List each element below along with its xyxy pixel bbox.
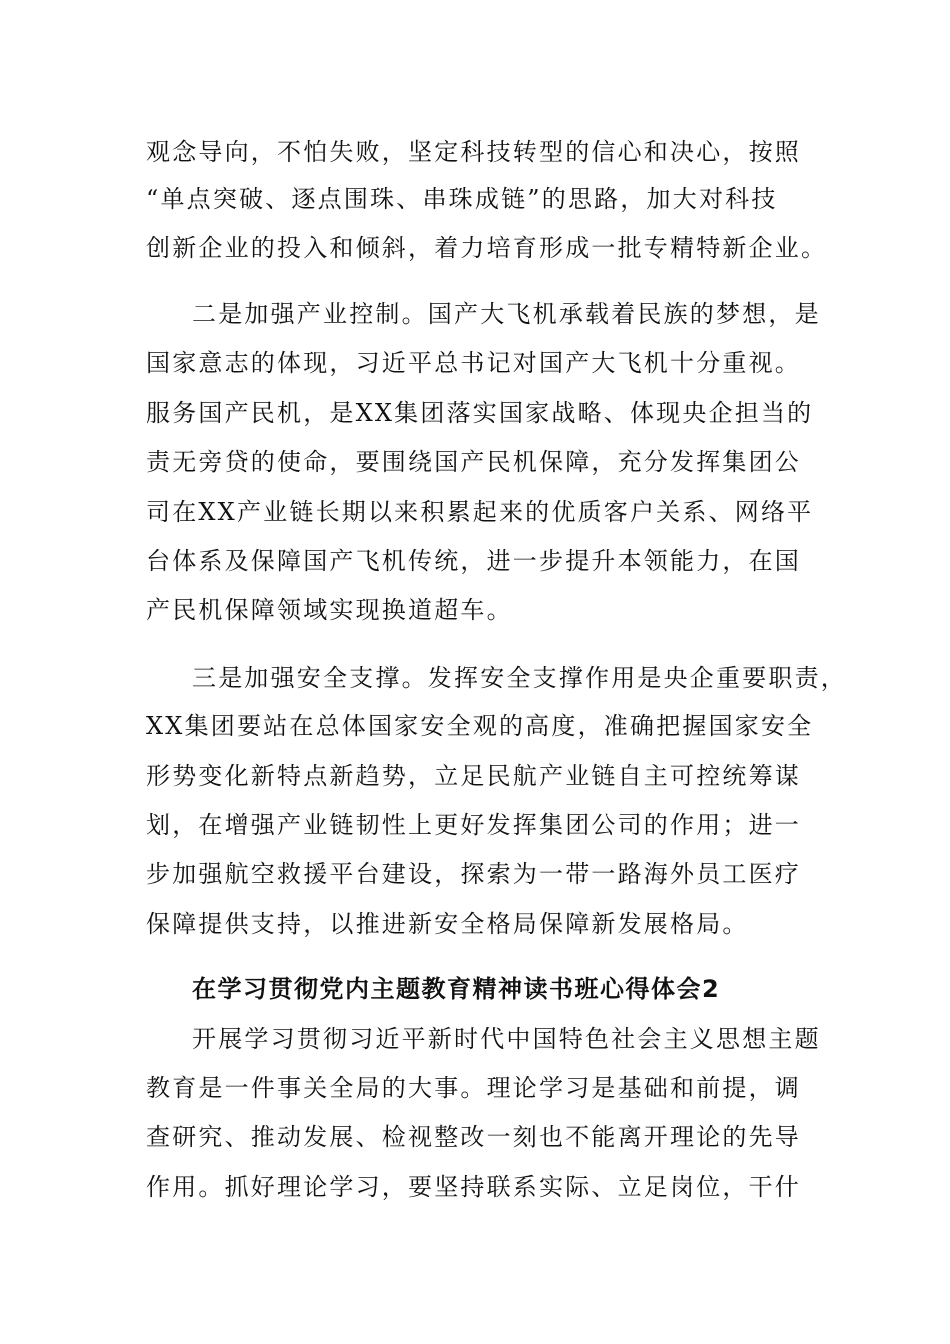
paragraph-2-line-3: 服务国产民机，是XX集团落实国家战略、体现央企担当的 bbox=[146, 399, 814, 427]
paragraph-3-line-3: 形势变化新特点新趋势，立足民航产业链自主可控统筹谋 bbox=[146, 762, 801, 790]
paragraph-3-line-2: XX集团要站在总体国家安全观的高度，准确把握国家安全 bbox=[146, 712, 814, 740]
paragraph-4-line-2: 教育是一件事关全局的大事。理论学习是基础和前提，调 bbox=[146, 1074, 801, 1102]
paragraph-3-line-4: 划，在增强产业链韧性上更好发挥集团公司的作用；进一 bbox=[146, 811, 801, 839]
paragraph-2-line-6: 台体系及保障国产飞机传统，进一步提升本领能力，在国 bbox=[146, 547, 801, 575]
paragraph-2-line-5: 司在XX产业链长期以来积累起来的优质客户关系、网络平 bbox=[146, 498, 814, 526]
paragraph-3-line-6: 保障提供支持，以推进新安全格局保障新发展格局。 bbox=[146, 910, 749, 938]
paragraph-4-line-3: 查研究、推动发展、检视整改一刻也不能离开理论的先导 bbox=[146, 1123, 801, 1151]
paragraph-2-line-2: 国家意志的体现，习近平总书记对国产大飞机十分重视。 bbox=[146, 349, 801, 377]
paragraph-4-line-4: 作用。抓好理论学习，要坚持联系实际、立足岗位，干什 bbox=[146, 1173, 801, 1201]
paragraph-1-line-2: “单点突破、逐点围珠、串珠成链”的思路，加大对科技 bbox=[146, 185, 778, 213]
paragraph-2-line-4: 责无旁贷的使命，要围绕国产民机保障，充分发挥集团公 bbox=[146, 448, 801, 476]
paragraph-3-line-5: 步加强航空救援平台建设，探索为一带一路海外员工医疗 bbox=[146, 860, 801, 888]
paragraph-2-line-1: 二是加强产业控制。国产大飞机承载着民族的梦想，是 bbox=[192, 300, 821, 328]
paragraph-1-line-3: 创新企业的投入和倾斜，着力培育形成一批专精特新企业。 bbox=[146, 234, 828, 262]
paragraph-2-line-7: 产民机保障领域实现换道超车。 bbox=[146, 596, 513, 624]
section-heading: 在学习贯彻党内主题教育精神读书班心得体会2 bbox=[192, 975, 721, 1003]
paragraph-1-line-1: 观念导向，不怕失败，坚定科技转型的信心和决心，按照 bbox=[146, 138, 801, 166]
paragraph-3-line-1: 三是加强安全支撑。发挥安全支撑作用是央企重要职责， bbox=[192, 664, 847, 692]
paragraph-4-line-1: 开展学习贯彻习近平新时代中国特色社会主义思想主题 bbox=[192, 1025, 821, 1053]
